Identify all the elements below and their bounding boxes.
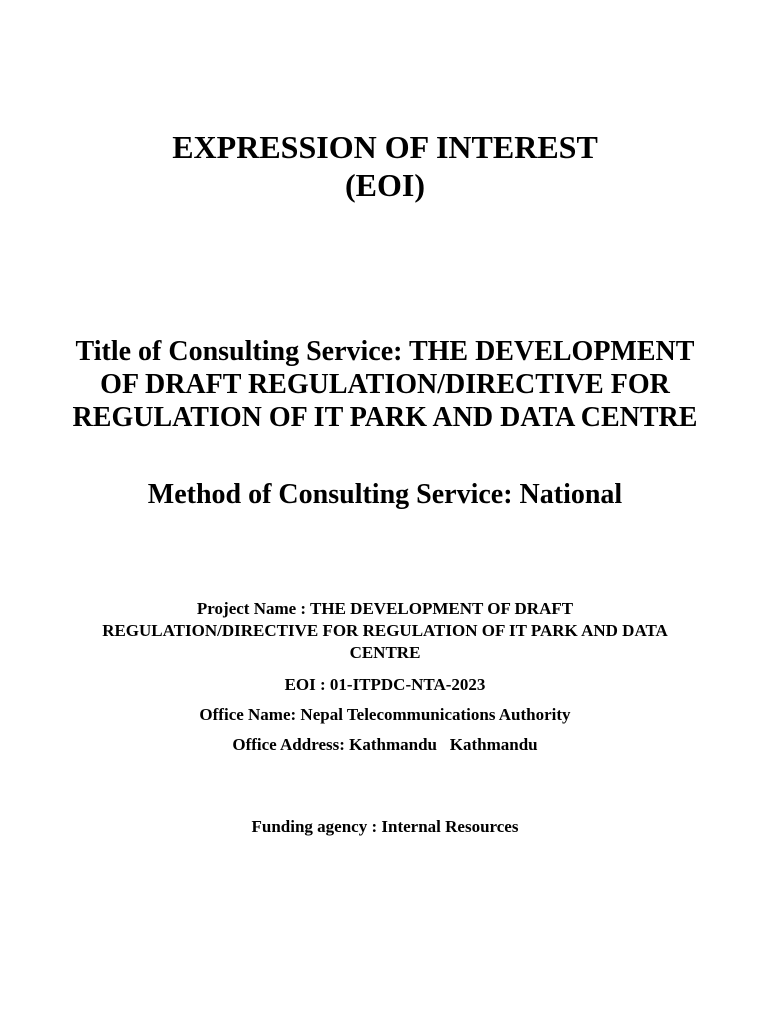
title-line-2: OF DRAFT REGULATION/DIRECTIVE FOR (100, 369, 670, 400)
consulting-service-title (0, 335, 770, 434)
project-name (0, 598, 770, 664)
project-line-1: Project Name : THE DEVELOPMENT OF DRAFT (196, 599, 574, 618)
funding-agency: Funding agency : Internal Resources (251, 817, 519, 836)
consulting-service-method: Method of Consulting Service: National (147, 479, 623, 510)
title-line-3: REGULATION OF IT PARK AND DATA CENTRE (72, 402, 698, 433)
office-address: Office Address: Kathmandu Kathmandu (232, 735, 538, 754)
office-name: Office Name: Nepal Telecommunications Authority (199, 705, 571, 724)
heading-line-2: (EOI) (345, 167, 425, 203)
eoi-number: EOI : 01-ITPDC-NTA-2023 (284, 675, 486, 694)
project-line-3: CENTRE (349, 643, 421, 662)
title-line-1: Title of Consulting Service: THE DEVELOPMENT (75, 336, 695, 367)
heading-line-1: EXPRESSION OF INTEREST (172, 129, 598, 165)
project-line-2: REGULATION/DIRECTIVE FOR REGULATION OF IT PARK AND DATA (102, 621, 668, 640)
document-heading (0, 128, 770, 204)
